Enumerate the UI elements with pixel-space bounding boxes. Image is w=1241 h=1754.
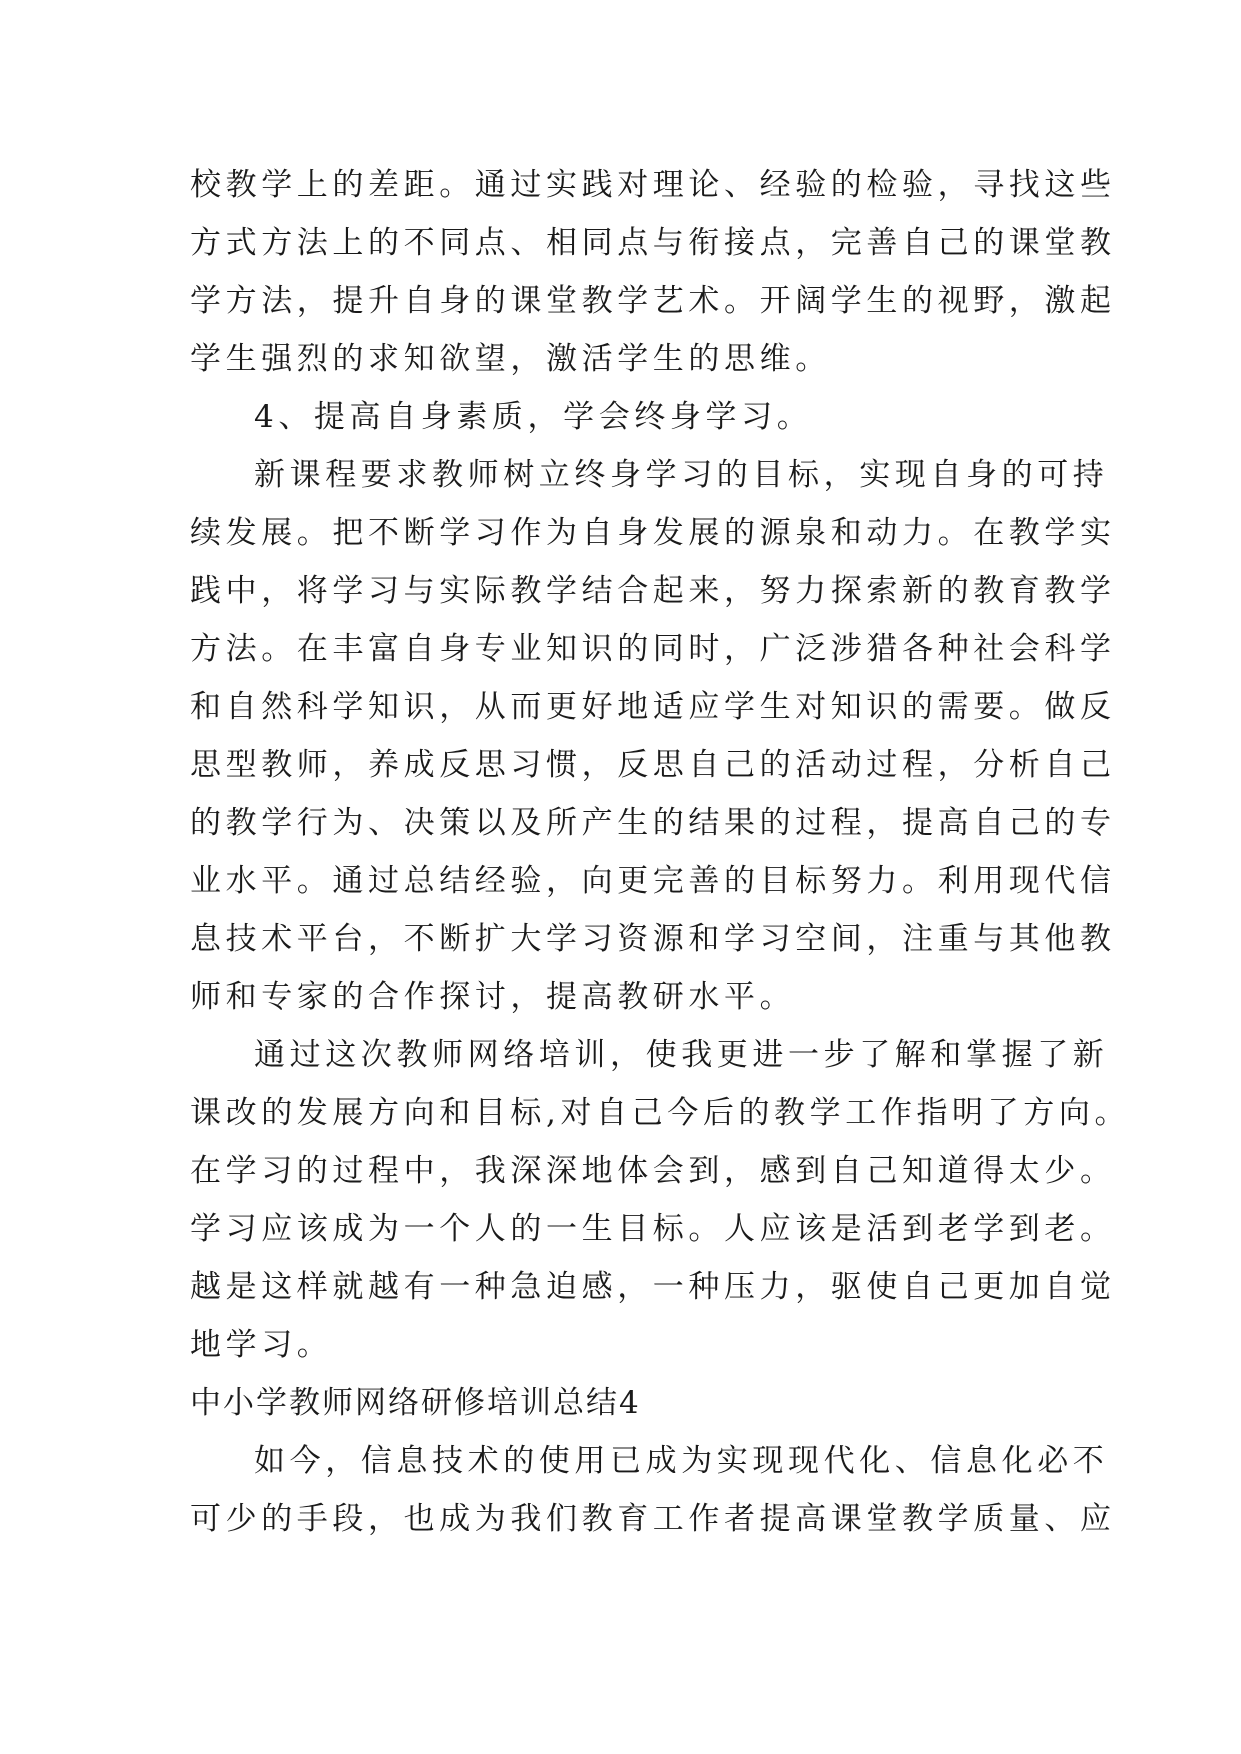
text-line: 课改的发展方向和目标,对自己今后的教学工作指明了方向。 xyxy=(190,1095,1131,1131)
text-line: 和自然科学知识，从而更好地适应学生对知识的需要。做反 xyxy=(190,689,1116,725)
text-line: 师和专家的合作探讨，提高教研水平。 xyxy=(190,979,796,1015)
text-line: 地学习。 xyxy=(190,1327,333,1363)
text-line: 学方法，提升自身的课堂教学艺术。开阔学生的视野，激起 xyxy=(190,283,1116,319)
text-line: 思型教师，养成反思习惯，反思自己的活动过程，分析自己 xyxy=(190,747,1116,783)
text-line: 新课程要求教师树立终身学习的目标，实现自身的可持 xyxy=(254,457,1109,493)
text-line: 校教学上的差距。通过实践对理论、经验的检验，寻找这些 xyxy=(190,167,1116,203)
section-heading: 4、提高自身素质，学会终身学习。 xyxy=(254,399,813,435)
text-line: 通过这次教师网络培训，使我更进一步了解和掌握了新 xyxy=(254,1037,1109,1073)
text-line: 的教学行为、决策以及所产生的结果的过程，提高自己的专 xyxy=(190,805,1116,841)
text-line: 业水平。通过总结经验，向更完善的目标努力。利用现代信 xyxy=(190,863,1116,899)
text-line: 学习应该成为一个人的一生目标。人应该是活到老学到老。 xyxy=(190,1211,1116,1247)
text-line: 越是这样就越有一种急迫感，一种压力，驱使自己更加自觉 xyxy=(190,1269,1116,1305)
summary-title: 中小学教师网络研修培训总结4 xyxy=(190,1385,641,1421)
text-line: 息技术平台，不断扩大学习资源和学习空间，注重与其他教 xyxy=(190,921,1116,957)
text-line: 在学习的过程中，我深深地体会到，感到自己知道得太少。 xyxy=(190,1153,1116,1189)
text-line: 可少的手段，也成为我们教育工作者提高课堂教学质量、应 xyxy=(190,1501,1116,1537)
text-line: 方法。在丰富自身专业知识的同时，广泛涉猎各种社会科学 xyxy=(190,631,1116,667)
text-line: 续发展。把不断学习作为自身发展的源泉和动力。在教学实 xyxy=(190,515,1116,551)
text-line: 如今，信息技术的使用已成为实现现代化、信息化必不 xyxy=(254,1443,1109,1479)
text-line: 方式方法上的不同点、相同点与衔接点，完善自己的课堂教 xyxy=(190,225,1116,261)
document-body xyxy=(190,156,1131,1548)
text-line: 践中，将学习与实际教学结合起来，努力探索新的教育教学 xyxy=(190,573,1116,609)
text-line: 学生强烈的求知欲望，激活学生的思维。 xyxy=(190,341,831,377)
